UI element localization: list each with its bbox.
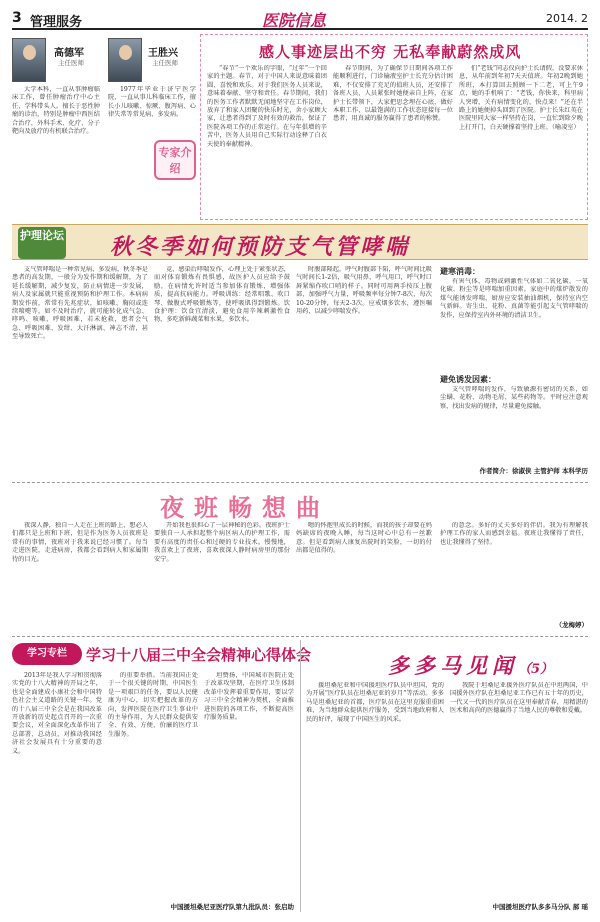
night-author: （龙梅婷） (555, 621, 588, 629)
divider (12, 636, 588, 637)
feature-col-2: 春节期间，为了确保节日期间各项工作能顺利进行，门诊输液室护士长充分估计困难，不仅安排了充足的值班人员，还安排了备班人员，人员紧张时她便亲自上阵，在家护士长带领下，大家把思念埋在心底，做好本职工作，以最饱满的工作状态迎接每一位患者，用真诚的服务赢得了患者的称赞。 (333, 65, 453, 123)
expert-photo-1 (12, 38, 46, 82)
study-title: 学习十八届三中全会精神心得体会 (86, 646, 312, 664)
duoduo-title-text: 多多马见闻 (388, 653, 518, 678)
study-author: 中国援坦桑尼亚医疗队第九批队员：张启助 (170, 903, 294, 911)
feature-col-1: “春节”一个欢乐的字眼，“过年”一个回家的主题。春节，对于中国人来说意味着团圆、喜悦和欢乐。对于我们医务人员来说，意味着奉献、坚守和责任。春节期间，我们的医务工作者默默无闻地坚守在工作岗位，放弃了和家人团聚的快乐时光，舍小家顾大家，让患者得到了及时有效的救治，保证了医院各项工作的正常运行。在与年俱增的辛苦中，医务人员用自己实际行动诠释了白衣天使的奉献精神。 (207, 65, 327, 148)
feature-article (200, 34, 588, 220)
forum-subtitle-2: 避免诱发因素： (440, 375, 496, 384)
study-col-3: 坦赞扬，中国城市医院正处于改革攻坚期，在医疗卫生体制改革中发挥着重要作用，要以学习三中全会精神为契机，全面推进医院的各项工作，不断提高医疗服务质量。 (204, 672, 294, 722)
forum-badge: 护理论坛 (18, 227, 66, 259)
forum-subtitle-1: 避寒消毒： (440, 267, 480, 276)
expert-name-1: 高德军 (54, 48, 84, 59)
feature-title: 感人事迹层出不穷 无私奉献蔚然成风 (259, 43, 522, 61)
page-number: 3 (12, 10, 22, 26)
night-shift-title: 夜班畅想曲 (160, 493, 330, 522)
expert-photo-2 (108, 38, 142, 82)
duoduo-number: （5） (518, 662, 554, 677)
divider (12, 482, 588, 483)
expert-intro-badge: 专家介绍 (154, 140, 196, 180)
night-col-1: 夜深人静，独自一人走在上班的路上，想必人们都只是上班和下班，但是作为医务人员夜班是常有的事情，夜班对于我来说已经习惯了。每当走进医院，走进病房，我都会看到病人和家属期待的目光。 (12, 522, 148, 563)
duoduo-author: 中国援坦医疗队多多马分队 郝 瑶 (492, 903, 588, 911)
duoduo-col-2: 我院于坦桑尼亚援外医疗队员在中坦两国，中国援外医疗队在坦桑尼亚工作已有五十年的历史，一代又一代的医疗队员在这里奉献青春，用精湛的医术和高尚的医德赢得了当地人民的尊敬和爱戴。 (450, 682, 588, 715)
forum-col-1: 支气管哮喘是一种常见病、多发病，秋冬季是患者的高发期，一般分为发作期和缓解期，为了延长缓解期，减少复发，防止病情进一步发展，病人及家属就只能重视预防和护理工作。本病病期发作前，常常有先兆症状，如咳嗽、胸闷或连续喷嚏等，如不及时治疗，就可能转化成气急、哮鸣、咳嗽、呼吸困难，若未抢救，患者会气急、呼吸困难、发绀、大汗淋漓、神志不清，甚至导致死亡。 (12, 266, 148, 341)
masthead: 医院信息 (262, 11, 327, 30)
expert-title-2: 主任医师 (152, 59, 178, 67)
forum-author: 作者简介：徐淑侠 主管护师 本科学历 (479, 467, 588, 475)
expert-name-2: 王胜兴 (148, 48, 178, 59)
forum-col-2: 竞、感染后哮喘发作，心理上处于紧张状态，而对体育锻炼有畏惧感，故医护人员应给予鼓励，在病情允许时适当参加体育锻炼，增强体质，提高抗病能力。呼吸训练：经常唱歌、吹口琴、做腹式呼吸锻炼等，使呼吸肌得到锻炼。饮食护理：饮食宜清淡，避免食用辛辣刺激性食物，多吃新鲜蔬菜和水果，多饮水。 (154, 266, 290, 324)
study-badge: 学习专栏 (12, 643, 82, 665)
study-col-2: 的重要举措。当前我国正处于一个很关键的时期，中国医生是一项艰巨的任务，要以人民健康为中心，切实把握改革的方向，发挥医院在医疗卫生事业中的主导作用，为人民群众提供安全、有效、方便、价廉的医疗卫生服务。 (108, 672, 198, 738)
issue-date: 2014. 2 (546, 12, 588, 25)
forum-title: 秋冬季如何预防支气管哮喘 (110, 234, 411, 260)
expert-bio-1: 大学本科，一直从事肿瘤临床工作，曾任肿瘤治疗中心主任，学科带头人。擅长于恶性肿瘤的诊治，特别是肿瘤中西医结合治疗，外科手术、化疗、分子靶向及放疗的有机联合治疗。 (12, 86, 100, 136)
nursing-forum-banner (12, 224, 588, 260)
column-divider (300, 640, 301, 912)
expert-intro (12, 34, 196, 218)
expert-title-1: 主任医师 (58, 59, 84, 67)
night-col-3: 嗯的怀抱里成长的时候，而我的孩子却要在妈妈缺席的夜晚入睡，每当这时心中总有一丝歉意。但是看到病人康复出院时的笑脸，一切的付出都是值得的。 (296, 522, 432, 555)
duoduo-col-1: 援坦桑尼亚和中国援坦医疗队员中坦国，党的为开展“医疗队员在坦桑尼亚的岁月”等活动。多多马是坦桑尼亚的首都，医疗队员在这里克服重重困难，为当地群众提供医疗服务，受到当地政府和人民的好评，展现了中国医生的风采。 (306, 682, 444, 723)
page-header (12, 8, 588, 30)
expert-bio-2: 1977年毕业于济宁医学院，一直从事儿科临床工作，擅长小儿咳嗽、惊厥、腹泻病、心律失常等常见病、多发病。 (108, 86, 196, 119)
night-col-2: 开始我也很担心了一层神秘的色彩。夜班护士要独自一人承担起整个病区病人的护理工作，需要有高度的责任心和过硬的专业技术。慢慢地，我喜欢上了夜班，喜欢夜深人静时病房里的那份安宁。 (154, 522, 290, 563)
forum-col-4: 有害气体、毒物或刺激性气体如二氧化碳、一氧化碳、粉尘等是哮喘加重因素。家庭中的煤炉散发的煤气能诱发哮喘，厨房应安装抽油烟机，保持室内空气新鲜。寄生虫、花粉、真菌等能引起支气管哮喘的发作，应保持室内外环境的清洁卫生。 (440, 278, 588, 319)
study-col-1: 2013年是我人学习和贯彻落实党的十八大精神的开局之年，也是全面建成小康社会和中国特色社会主义道路的关键一年。党的十八届三中全会是在我国改革开放新的历史起点召开的一次重要会议，对全面深化改革作出了总部署、总动员，对推动我国经济社会发展具有十分重要的意义。 (12, 672, 102, 755)
section-title: 管理服务 (30, 15, 83, 30)
forum-col-4b: 支气管哮喘的发作，与致敏源有密切的关系，如尘螨、花粉、动物毛屑、某些药物等。平时应注意观察，找出发病的规律，尽量避免接触。 (440, 386, 588, 410)
night-col-4: 的意念。多好的丈夫多好的伴侣。我为有理解我护理工作的家人而感到幸福。夜班让我懂得了责任，也让我懂得了坚持。 (440, 522, 588, 546)
forum-col-3: 时腹部隆起，呼气时腹部下陷，呼气时间比吸气时间长1-2倍，吸气用鼻，呼气用口，呼气时口唇紧缩作吹口哨的样子。同时可用两手按压上腹部，加强呼气力量，呼吸频率每分钟7-8次，每次10-20分钟，每天2-3次。应戒烟多饮水，遵医嘱用药，以减少哮喘发作。 (296, 266, 432, 316)
duoduo-title (388, 650, 553, 680)
feature-col-3: 们“老钱”同志仅向护士长请假，没要求休息，从年前到年初7天天值班。年初2晚到她所班，本打算回去照顾一下二老，可上午9点，她的手机响了：“老钱，你快来，科里病人突增，关有病情变化的，快点来！”还在半路上的她便掉头回到了医院。护士长朱红英在医院里同大家一样坚持在岗，一直忙到除夕晚上打开门，白天硬撑着坚持上班。（喻凌室） (459, 65, 583, 131)
